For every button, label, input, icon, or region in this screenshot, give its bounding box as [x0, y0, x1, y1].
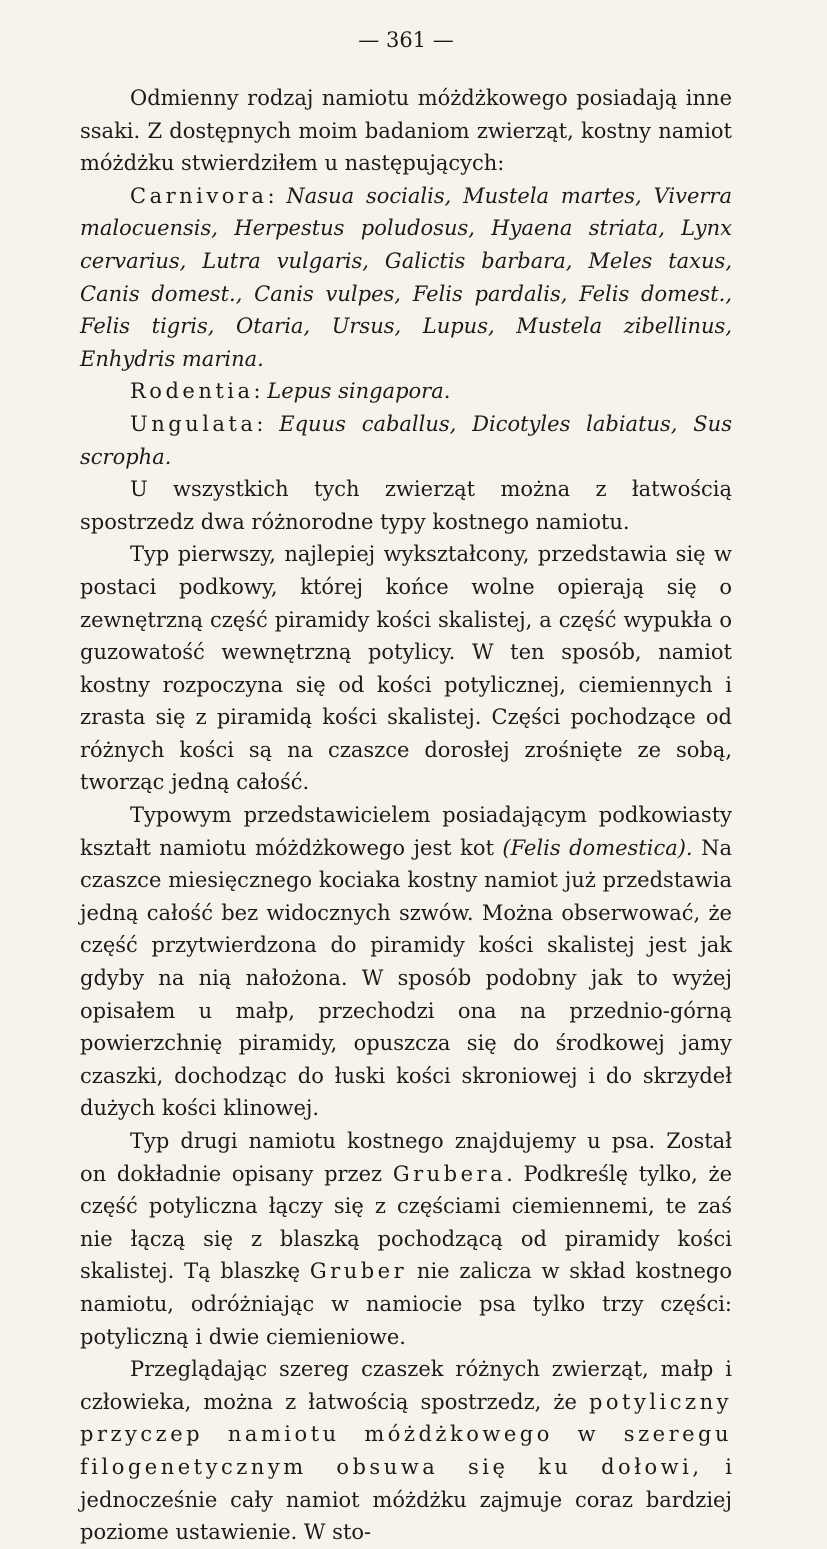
spaced-text-run: potyliczny przyczep namiotu móżdżkowego w szeregu filogenetycznym obsuwa się ku dołowi [80, 1389, 732, 1479]
page-body-text [80, 82, 732, 1549]
text-run: . Podkreślę tylko, że część potyliczna łączy się z częściami ciemiennemi, te zaś nie łączą się z blaszką pochodzącą od piramidy kości skalistej. Tą blaszkę [80, 1161, 732, 1284]
text-run: Typ pierwszy, najlepiej wykształcony, przedstawia się w postaci podkowy, której końce wolne opierają się o zewnętrzną część piramidy kości skalistej, a część wypukła o guzowatość wewnętrzną potylicy. W ten sposób, namiot kostny rozpoczyna się od kości potylicznej, ciemiennych i zrasta się z piramidą kości skalistej. Części pochodzące od różnych kości są na czaszce dorosłej zrośnięte ze sobą, tworząc jedną całość. [80, 542, 732, 795]
paragraph [80, 799, 732, 1125]
text-run: Typowym przedstawicielem posiadającym podkowiasty kształt namiotu móżdżkowego jest kot [80, 803, 732, 860]
text-run: : [256, 411, 280, 436]
italic-text-run: Equus caballus, Dicotyles labiatus, Sus scropha. [80, 411, 732, 469]
paragraph [80, 538, 732, 799]
spaced-text-run: Carnivora [130, 183, 268, 208]
spaced-text-run: Rodentia [130, 379, 254, 404]
paragraph [80, 473, 732, 538]
paragraph [80, 82, 732, 180]
spaced-text-run: Ungulata [130, 411, 257, 436]
paragraph [80, 1353, 732, 1549]
text-run: nie zalicza w skład kostnego namiotu, odróżniając w namiocie psa tylko trzy części: potyliczną i dwie ciemieniowe. [80, 1259, 732, 1349]
text-run: , i jednocześnie cały namiot móżdżku zajmuje coraz bardziej poziome ustawienie. W sto- [80, 1454, 732, 1545]
italic-text-run: Lepus singapora. [267, 379, 451, 404]
text-run: : [267, 183, 287, 208]
spaced-text-run: Grubera [392, 1161, 507, 1186]
italic-text-run: (Felis domestica). [502, 835, 693, 860]
text-run: Typ drugi namiotu kostnego znajdujemy u psa. Został on dokładnie opisany przez [80, 1129, 732, 1186]
spaced-text-run: Gruber [309, 1259, 408, 1284]
page-number: — 361 — [358, 28, 454, 52]
paragraph [80, 1125, 732, 1353]
book-page [80, 26, 732, 1549]
text-run: U wszystkich tych zwierząt można z łatwością spostrzedz dwa różnorodne typy kostnego namiotu. [80, 477, 732, 534]
text-run: Przeglądając szereg czaszek różnych zwierząt, małp i człowieka, można z łatwością spostrzedz, że [80, 1357, 732, 1414]
text-run: Na czaszce miesięcznego kociaka kostny namiot już przedstawia jedną całość bez widocznych szwów. Można obserwować, że część przytwierdzona do piramidy kości skalistej jest jak gdyby na nią nałożona. W sposób podobny jak to wyżej opisałem u małp, przechodzi ona na przednio-górną powierzchnię piramidy, opuszcza się do środkowej jamy czaszki, dochodząc do łuski kości skroniowej i do skrzydeł dużych kości klinowej. [80, 835, 732, 1121]
paragraph [80, 408, 732, 473]
italic-text-run: Nasua socialis, Mustela martes, Viverra malocuensis, Herpestus poludosus, Hyaena striata, Lynx cervarius, Lutra vulgaris, Galictis barbara, Meles taxus, Canis domest., Canis vulpes, Felis pardalis, Felis domest., Felis tigris, Otaria, Ursus, Lupus, Mustela zibellinus, Enhydris marina. [80, 183, 732, 371]
paragraph [80, 180, 732, 376]
paragraph [80, 375, 732, 408]
text-run: : [253, 379, 268, 404]
text-run: Odmienny rodzaj namiotu móżdżkowego posiadają inne ssaki. Z dostępnych moim badaniom zwierząt, kostny namiot móżdżku stwierdziłem u następujących: [80, 86, 732, 176]
